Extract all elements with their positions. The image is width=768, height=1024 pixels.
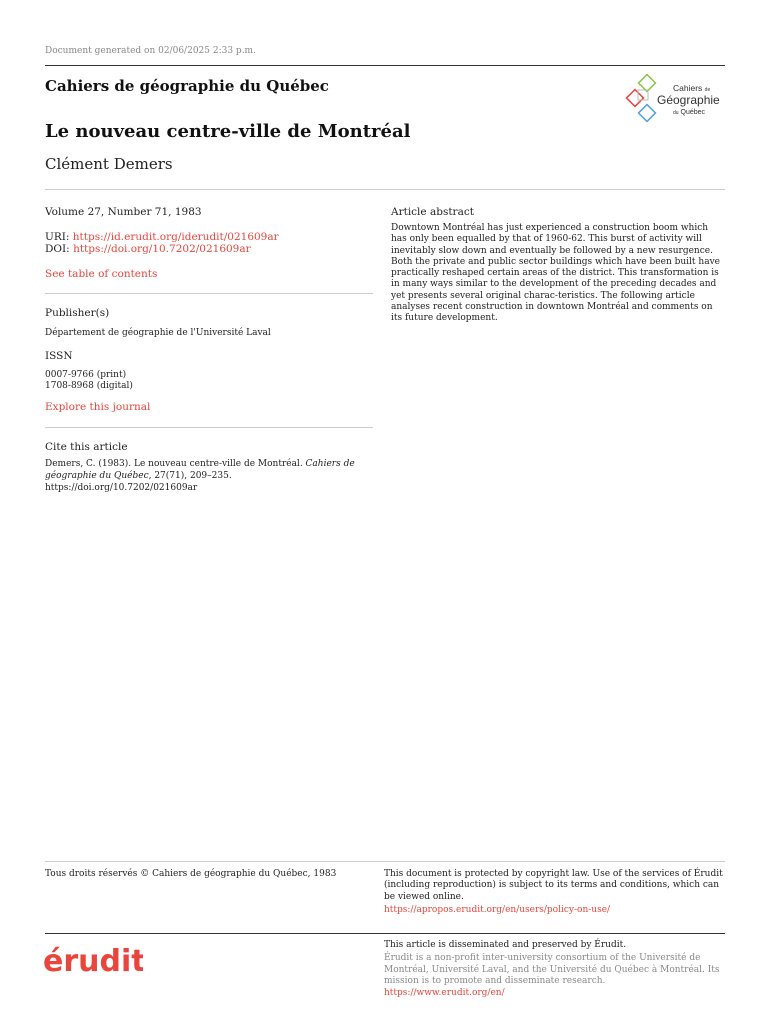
- policy-link[interactable]: https://apropos.erudit.org/en/users/policy-on-use/: [384, 905, 611, 916]
- explore-journal-link[interactable]: Explore this journal: [45, 400, 151, 413]
- abstract-column: [391, 206, 723, 324]
- footer-divider: [45, 861, 725, 862]
- issn-digital: 1708-8968 (digital): [45, 381, 133, 392]
- doi-row: [45, 243, 373, 256]
- policy-text: This document is protected by copyright law. Use of the services of Érudit (including reproduction) is subject to its terms and conditions, which can be viewed online.: [384, 869, 723, 902]
- erudit-logo: [43, 937, 143, 977]
- footer-rule: [45, 933, 725, 934]
- dissemination-lead: This article is disseminated and preserved by Érudit.: [384, 940, 627, 950]
- citation-text: [45, 458, 373, 494]
- citation-journal: Cahiers de géographie du Québec: [45, 459, 355, 482]
- journal-name: Cahiers de géographie du Québec: [45, 77, 329, 95]
- issn-print: 0007-9766 (print): [45, 370, 127, 381]
- journal-logo-icon: [624, 74, 728, 126]
- top-rule: [45, 65, 725, 66]
- citation-prefix: Demers, C. (1983). Le nouveau centre-ville de Montréal.: [45, 459, 306, 470]
- abstract-text: Downtown Montréal has just experienced a construction boom which has only been equalled by that of 1960-62. This burst of activity will inevitably slow down and eventually be followed by a new resurgence. Both the private and public sector buildings which have been built have practically reshaped certain areas of the district. This transformation is in many ways similar to the development of the preceding decades and yet presents several original charac-teristics. The following article analyses recent construction in downtown Montréal and comments on its future development.: [391, 223, 720, 323]
- uri-link[interactable]: https://id.erudit.org/iderudit/021609ar: [72, 230, 279, 243]
- issn-heading: ISSN: [45, 349, 73, 362]
- publisher-name: Département de géographie de l'Université Laval: [45, 327, 271, 338]
- abstract-heading: Article abstract: [391, 206, 474, 218]
- policy-block: [384, 869, 724, 917]
- logo-line1-small: de: [704, 87, 711, 93]
- article-title: Le nouveau centre-ville de Montréal: [45, 121, 411, 142]
- dissemination-text: Érudit is a non-profit inter-university consortium of the Université de Montréal, Université Laval, and the Université du Québec à Montréal. Its mission is to promote and disseminate research.: [384, 953, 720, 987]
- header-divider: [45, 189, 725, 190]
- doi-label: DOI:: [45, 243, 70, 256]
- rights-text: Tous droits réservés © Cahiers de géographie du Québec, 1983: [45, 869, 337, 879]
- citation-suffix: , 27(71), 209–235. https://doi.org/10.7202/021609ar: [45, 471, 232, 494]
- generated-date: Document generated on 02/06/2025 2:33 p.m.: [45, 46, 256, 56]
- logo-line1: Cahiers: [673, 83, 703, 93]
- dissemination-block: [384, 940, 724, 999]
- cite-heading: Cite this article: [45, 440, 128, 453]
- metadata-column: [45, 206, 373, 495]
- author-name: Clément Demers: [45, 155, 173, 173]
- doi-link[interactable]: https://doi.org/10.7202/021609ar: [73, 243, 251, 256]
- publisher-heading: Publisher(s): [45, 307, 110, 320]
- toc-link[interactable]: See table of contents: [45, 267, 158, 280]
- svg-text:Cahiers de: [673, 83, 710, 93]
- logo-line3: Québec: [680, 109, 706, 116]
- logo-line3-small: du: [673, 110, 679, 116]
- logo-line2: Géographie: [657, 93, 720, 107]
- volume-info: Volume 27, Number 71, 1983: [45, 206, 202, 218]
- uri-row: [45, 231, 373, 244]
- uri-label: URI:: [45, 230, 70, 243]
- erudit-logo-icon: [43, 937, 143, 977]
- svg-text:du Québec: [673, 109, 706, 116]
- divider: [45, 427, 373, 428]
- journal-logo: [624, 74, 728, 126]
- erudit-link[interactable]: https://www.erudit.org/en/: [384, 987, 505, 998]
- divider: [45, 293, 373, 294]
- erudit-logo-text: érudit: [43, 944, 143, 977]
